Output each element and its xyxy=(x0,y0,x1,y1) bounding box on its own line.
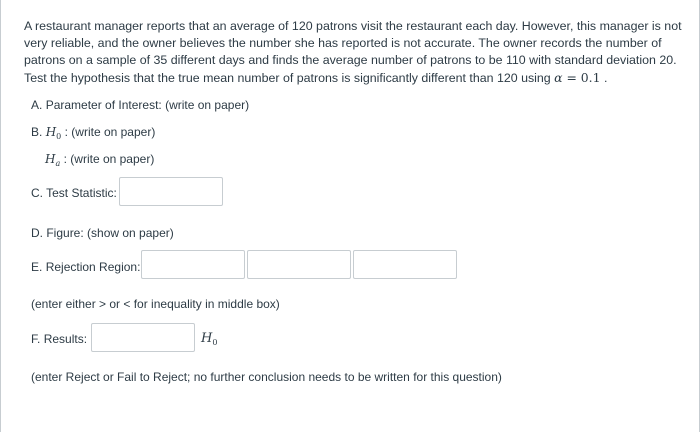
results-input[interactable] xyxy=(91,323,195,352)
item-a-label: Parameter of Interest: (write on paper) xyxy=(45,98,250,112)
item-d-label: Figure: (show on paper) xyxy=(46,226,174,240)
ha-symbol: H xyxy=(45,152,56,166)
results-h0-subscript: 0 xyxy=(212,338,218,347)
inequality-instruction: (enter either > or < for inequality in middle box) xyxy=(31,297,280,311)
results-instruction: (enter Reject or Fail to Reject; no further conclusion needs to be written for this question) xyxy=(31,370,502,384)
ha-colon: : xyxy=(63,152,67,166)
h0-colon: : xyxy=(64,125,68,139)
h0-symbol: H xyxy=(45,125,57,139)
item-f-prefix: F. xyxy=(31,332,41,346)
item-c-prefix: C. xyxy=(31,186,43,200)
item-alternative-hypothesis xyxy=(45,152,154,168)
test-statistic-input[interactable] xyxy=(119,177,223,206)
question-end: . xyxy=(600,71,608,85)
item-b-null-hypothesis xyxy=(31,125,155,141)
item-e-rejection-region xyxy=(31,260,140,274)
item-c-test-statistic xyxy=(31,186,117,200)
question-body: A restaurant manager reports that an average of 120 patrons visit the restaurant each day. However, this manager is not very reliable, and the owner believes the number she has reported is not accurate. The owner records the number of patrons on a sample of 35 different days and finds the average number of patrons to be 110 with standard deviation 20. Test the hypothesis that the true mean number of patrons is significantly different than 120 using xyxy=(24,19,682,85)
results-h0-label xyxy=(201,330,217,347)
ha-subscript: a xyxy=(55,159,61,168)
item-f-results xyxy=(31,332,87,346)
item-d-figure xyxy=(31,226,174,240)
item-a-parameter xyxy=(31,98,249,112)
item-a-prefix: A. xyxy=(31,98,43,112)
item-c-label: Test Statistic: xyxy=(46,186,117,200)
rejection-region-left-input[interactable] xyxy=(141,250,245,279)
ha-note: (write on paper) xyxy=(70,152,155,166)
question-text xyxy=(24,18,692,87)
h0-subscript: 0 xyxy=(56,132,62,141)
item-b-prefix: B. xyxy=(31,125,43,139)
alpha-value: 0.1 xyxy=(580,70,601,85)
alpha-symbol: α xyxy=(554,70,563,85)
item-f-label: Results: xyxy=(43,332,88,346)
h0-note: (write on paper) xyxy=(71,125,156,139)
item-d-prefix: D. xyxy=(31,226,43,240)
item-e-prefix: E. xyxy=(31,260,43,274)
alpha-equals: = xyxy=(562,70,581,85)
rejection-region-inequality-input[interactable] xyxy=(247,250,351,279)
rejection-region-right-input[interactable] xyxy=(353,250,457,279)
results-h0-symbol: H xyxy=(201,331,213,346)
item-e-label: Rejection Region: xyxy=(45,260,141,274)
